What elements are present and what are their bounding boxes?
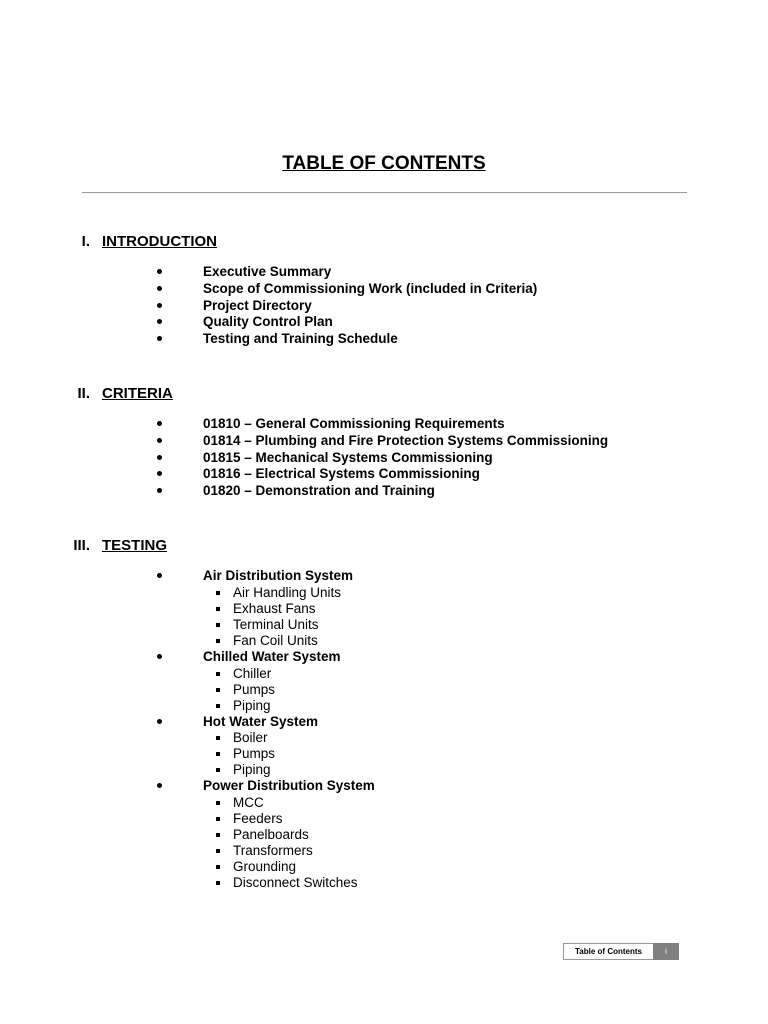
list-item-text: Scope of Commissioning Work (included in Criteria): [203, 280, 538, 296]
bullet-icon: [157, 336, 162, 341]
footer-label: Table of Contents: [563, 943, 653, 960]
bullet-icon: [157, 319, 162, 324]
list-item: [0, 466, 768, 483]
bullet-icon: [157, 303, 162, 308]
sub-item-text: Exhaust Fans: [233, 600, 316, 616]
sub-item-text: Air Handling Units: [233, 584, 342, 600]
title-divider: [82, 192, 687, 193]
sub-list-item: [0, 762, 768, 778]
section-heading: [0, 233, 768, 255]
section-heading: [0, 537, 768, 559]
square-bullet-icon: [216, 881, 220, 885]
list-item: [0, 649, 768, 666]
section-numeral: II.: [77, 385, 90, 402]
bullet-icon: [157, 488, 162, 493]
sub-item-text: Transformers: [233, 843, 313, 859]
list-item-text: 01814 – Plumbing and Fire Protection Systems Commissioning: [203, 432, 609, 448]
square-bullet-icon: [216, 688, 220, 692]
sub-item-text: Chiller: [233, 665, 272, 681]
section-numeral: I.: [81, 233, 90, 250]
bullet-icon: [157, 573, 162, 578]
list-item-text: 01820 – Demonstration and Training: [203, 483, 435, 499]
page-footer: [563, 943, 679, 960]
sub-list-item: [0, 633, 768, 649]
square-bullet-icon: [216, 801, 220, 805]
section-title: TESTING: [102, 537, 168, 554]
sub-list-item: [0, 730, 768, 746]
square-bullet-icon: [216, 704, 220, 708]
square-bullet-icon: [216, 865, 220, 869]
sub-list-item: [0, 698, 768, 714]
list-item: [0, 714, 768, 731]
square-bullet-icon: [216, 833, 220, 837]
bullet-icon: [157, 471, 162, 476]
sub-list-item: [0, 875, 768, 891]
sub-list: [0, 795, 768, 891]
square-bullet-icon: [216, 736, 220, 740]
section-heading: [0, 385, 768, 407]
sub-list-item: [0, 666, 768, 682]
list-item-text: Hot Water System: [203, 713, 319, 729]
list-item-text: 01810 – General Commissioning Requirements: [203, 416, 505, 431]
sub-item-text: Disconnect Switches: [233, 875, 358, 891]
list-item: [0, 568, 768, 585]
sub-item-text: Piping: [233, 697, 271, 713]
section-testing: [0, 537, 768, 891]
list-item-text: Power Distribution System: [203, 778, 375, 794]
sub-list-item: [0, 746, 768, 762]
sub-list-item: [0, 827, 768, 843]
section-item-list: [0, 264, 768, 348]
list-item-text: Project Directory: [203, 297, 312, 313]
bullet-icon: [157, 421, 162, 426]
section-item-list: [0, 416, 768, 500]
sub-item-text: Terminal Units: [233, 616, 319, 632]
list-item-text: Quality Control Plan: [203, 314, 333, 330]
sub-item-text: MCC: [233, 795, 264, 811]
square-bullet-icon: [216, 817, 220, 821]
list-item: [0, 416, 768, 433]
sub-list-item: [0, 601, 768, 617]
list-item: [0, 433, 768, 450]
sub-list-item: [0, 617, 768, 633]
sub-list-item: [0, 682, 768, 698]
list-item: [0, 264, 768, 281]
list-item: [0, 314, 768, 331]
sub-item-text: Panelboards: [233, 827, 309, 843]
square-bullet-icon: [216, 639, 220, 643]
bullet-icon: [157, 783, 162, 788]
section-numeral: III.: [73, 537, 90, 554]
page-number: i: [653, 943, 679, 960]
square-bullet-icon: [216, 752, 220, 756]
sub-item-text: Feeders: [233, 811, 283, 827]
bullet-icon: [157, 438, 162, 443]
bullet-icon: [157, 286, 162, 291]
section-title: CRITERIA: [102, 385, 173, 402]
list-item: [0, 298, 768, 315]
list-item: [0, 450, 768, 467]
sub-list-item: [0, 795, 768, 811]
section-criteria: [0, 385, 768, 499]
sub-list: [0, 666, 768, 714]
sub-item-text: Grounding: [233, 859, 297, 875]
section-title: INTRODUCTION: [102, 233, 217, 250]
sub-list: [0, 730, 768, 778]
square-bullet-icon: [216, 849, 220, 853]
square-bullet-icon: [216, 623, 220, 627]
list-item-text: Air Distribution System: [203, 568, 354, 583]
square-bullet-icon: [216, 607, 220, 611]
bullet-icon: [157, 719, 162, 724]
list-item-text: Executive Summary: [203, 264, 332, 279]
sub-item-text: Pumps: [233, 746, 276, 762]
square-bullet-icon: [216, 768, 220, 772]
sub-list-item: [0, 859, 768, 875]
list-item: [0, 778, 768, 795]
sub-item-text: Boiler: [233, 730, 268, 746]
sub-list-item: [0, 843, 768, 859]
list-item: [0, 483, 768, 500]
section-item-list: [0, 568, 768, 891]
bullet-icon: [157, 269, 162, 274]
list-item: [0, 331, 768, 348]
list-item-text: Testing and Training Schedule: [203, 331, 398, 347]
square-bullet-icon: [216, 672, 220, 676]
page-title: TABLE OF CONTENTS: [282, 153, 486, 174]
list-item-text: Chilled Water System: [203, 648, 341, 664]
list-item: [0, 281, 768, 298]
list-item-text: 01816 – Electrical Systems Commissioning: [203, 466, 480, 482]
list-item-text: 01815 – Mechanical Systems Commissioning: [203, 449, 493, 465]
square-bullet-icon: [216, 591, 220, 595]
sub-list: [0, 585, 768, 649]
sub-list-item: [0, 585, 768, 601]
section-introduction: [0, 233, 768, 347]
sub-item-text: Fan Coil Units: [233, 632, 318, 648]
bullet-icon: [157, 654, 162, 659]
sub-item-text: Piping: [233, 762, 271, 778]
sub-item-text: Pumps: [233, 681, 276, 697]
sub-list-item: [0, 811, 768, 827]
bullet-icon: [157, 455, 162, 460]
